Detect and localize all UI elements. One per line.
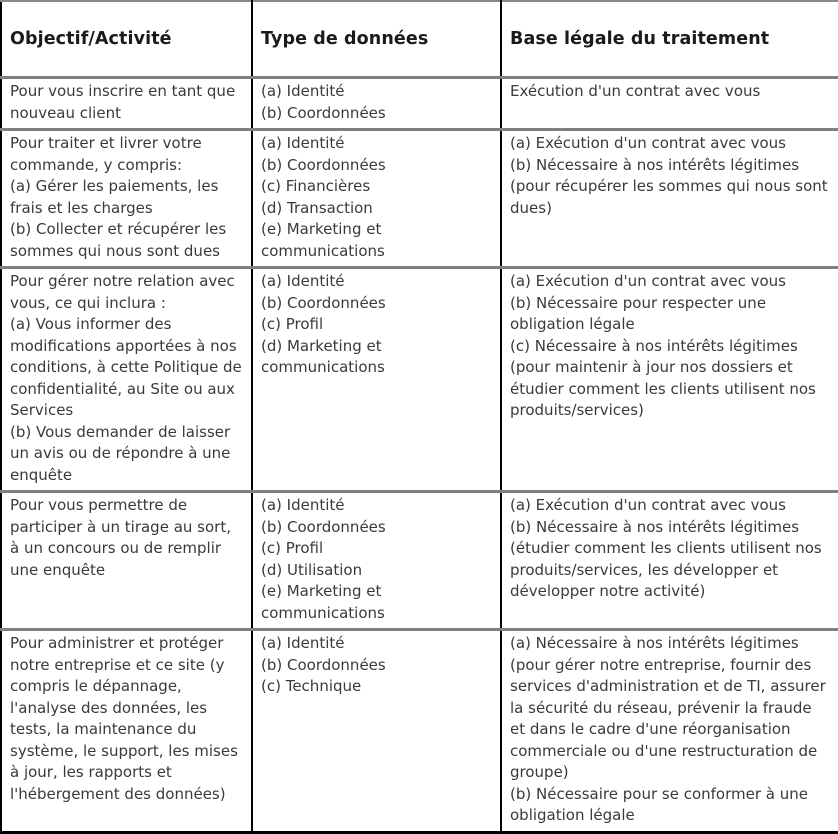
cell-line: (b) Coordonnées — [261, 293, 386, 312]
objectif-cell — [1, 492, 252, 630]
cell-line: Pour traiter et livrer votre commande, y compris: — [10, 134, 202, 174]
table-row — [1, 492, 838, 630]
cell-line: (a) Identité — [261, 82, 345, 100]
type-donnees-cell — [252, 130, 501, 268]
cell-line: (a) Exécution d'un contrat avec vous — [510, 134, 786, 152]
table-row — [1, 630, 838, 833]
table-row — [1, 268, 838, 492]
cell-line: (b) Vous demander de laisser un avis ou de répondre à une enquête — [10, 422, 231, 484]
cell-line: (c) Financières — [261, 177, 371, 195]
cell-line: (a) Gérer les paiements, les frais et les charges — [10, 177, 219, 217]
cell-line: (d) Transaction — [261, 198, 373, 217]
cell-line: (c) Profil — [261, 315, 324, 333]
base-legale-cell — [501, 268, 838, 492]
cell-line: (a) Identité — [261, 496, 345, 514]
cell-line: Pour vous permettre de participer à un tirage au sort, à un concours ou de remplir une enquête — [10, 496, 231, 579]
cell-line: (b) Coordonnées — [261, 103, 386, 122]
objectif-cell — [1, 78, 252, 130]
cell-line: (a) Nécessaire à nos intérêts légitimes (pour gérer notre entreprise, fournir des services d'administration et de TI, assurer la sécurité du réseau, prévenir la fraude et dans le cadre d'une réorganisation commerciale ou d'une restructuration de groupe) — [510, 634, 826, 781]
type-donnees-cell — [252, 630, 501, 833]
cell-line: (b) Coordonnées — [261, 155, 386, 174]
header-base-legale: Base légale du traitement — [501, 1, 838, 78]
header-objectif: Objectif/Activité — [10, 29, 172, 49]
type-donnees-cell — [252, 268, 501, 492]
cell-line: (e) Marketing et communications — [261, 220, 385, 260]
objectif-cell — [1, 268, 252, 492]
objectif-cell — [1, 130, 252, 268]
cell-line: (b) Nécessaire pour respecter une obligation légale — [510, 293, 767, 333]
table-body — [1, 78, 838, 833]
base-legale-cell — [501, 492, 838, 630]
cell-line: (a) Identité — [261, 634, 345, 652]
cell-line: Exécution d'un contrat avec vous — [510, 82, 761, 100]
header-type-donnees: Type de données — [252, 1, 501, 78]
cell-line: (a) Vous informer des modifications apportées à nos conditions, à cette Politique de confidentialité, au Site ou aux Services — [10, 315, 242, 419]
cell-line: (b) Nécessaire pour se conformer à une obligation légale — [510, 784, 808, 824]
cell-line: (b) Collecter et récupérer les sommes qui nous sont dues — [10, 220, 227, 260]
base-legale-cell — [501, 630, 838, 833]
cell-line: (d) Marketing et communications — [261, 336, 385, 376]
type-donnees-cell — [252, 78, 501, 130]
cell-line: (a) Identité — [261, 272, 345, 290]
cell-line: (b) Nécessaire à nos intérêts légitimes (pour récupérer les sommes qui nous sont dues) — [510, 155, 828, 217]
cell-line: (d) Utilisation — [261, 560, 363, 579]
cell-line: Pour administrer et protéger notre entreprise et ce site (y compris le dépannage, l'analyse des données, les tests, la maintenance du système, le support, les mises à jour, les rapports et l'hébergement des données) — [10, 634, 238, 803]
cell-line: (c) Profil — [261, 539, 324, 557]
base-legale-cell — [501, 130, 838, 268]
cell-line: (b) Coordonnées — [261, 655, 386, 674]
cell-line: (e) Marketing et communications — [261, 582, 385, 622]
base-legale-cell — [501, 78, 838, 130]
cell-line: (b) Nécessaire à nos intérêts légitimes (étudier comment les clients utilisent nos produits/services, les développer et développer notre activité) — [510, 517, 822, 600]
cell-line: Pour vous inscrire en tant que nouveau client — [10, 82, 236, 122]
header-row — [1, 1, 838, 78]
cell-line: (a) Exécution d'un contrat avec vous — [510, 272, 786, 290]
table-header — [1, 1, 838, 78]
cell-line: (b) Coordonnées — [261, 517, 386, 536]
cell-line: (a) Exécution d'un contrat avec vous — [510, 496, 786, 514]
objectif-cell — [1, 630, 252, 833]
cell-line: Pour gérer notre relation avec vous, ce qui inclura : — [10, 272, 235, 312]
table-row — [1, 130, 838, 268]
cell-line: (c) Nécessaire à nos intérêts légitimes (pour maintenir à jour nos dossiers et étudier comment les clients utilisent nos produits/services) — [510, 336, 816, 419]
cell-line: (a) Identité — [261, 134, 345, 152]
table-row — [1, 78, 838, 130]
cell-line: (c) Technique — [261, 677, 362, 695]
type-donnees-cell — [252, 492, 501, 630]
